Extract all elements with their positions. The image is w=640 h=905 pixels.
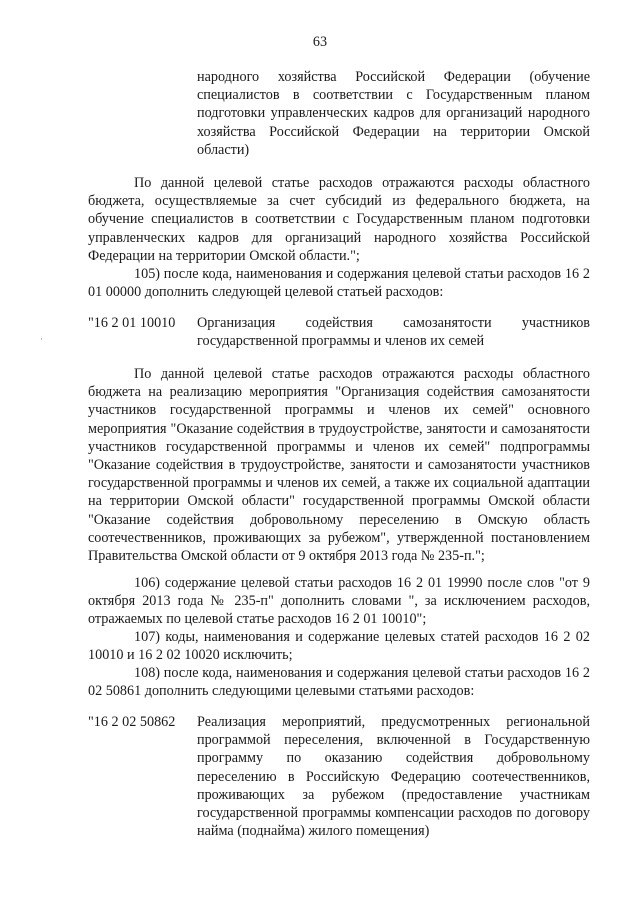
paragraph-continuation: народного хозяйства Российской Федерации (обучение специалистов в соответствии с Государственным планом подготовки управленческих кадров для организаций народного хозяйства Российской Федерации на территории Омской области) bbox=[197, 69, 590, 158]
budget-article-title-resettlement: Реализация мероприятий, предусмотренных региональной программой переселения, включенной в Государственную программу по оказанию содействия добровольному переселению в Российскую Федерацию соотечественников, проживающих за рубежом (предоставление участникам государственной программы компенсации расходов по договору найма (поднайма) жилого помещения) bbox=[197, 714, 590, 840]
paragraph-item-107: 107) коды, наименования и содержание целевых статей расходов 16 2 02 10010 и 16 2 02 10020 исключить; bbox=[88, 629, 590, 664]
page-number: 63 bbox=[312, 34, 328, 50]
budget-article-title-self-employment: Организация содействия самозанятости участников государственной программы и членов их семей bbox=[197, 315, 590, 350]
paragraph-item-106: 106) содержание целевой статьи расходов 16 2 01 19990 после слов "от 9 октября 2013 года № 235-п" дополнить словами ", за исключением расходов, отражаемых по целевой статье расходов 16 2 01 10010"; bbox=[88, 575, 590, 628]
paragraph-subsidy-description: По данной целевой статье расходов отражаются расходы областного бюджета, осуществляемые за счет субсидий из федерального бюджета, на обучение специалистов в соответствии с Государственным планом подготовки управленческих кадров для организаций народного хозяйства Российской Федерации на территории Омской области."; bbox=[88, 175, 590, 264]
budget-code-16-2-01-10010: "16 2 01 10010 bbox=[88, 315, 176, 331]
budget-code-16-2-02-50862: "16 2 02 50862 bbox=[88, 714, 176, 730]
paragraph-item-105: 105) после кода, наименования и содержания целевой статьи расходов 16 2 01 00000 дополнить следующей целевой статьей расходов: bbox=[88, 266, 590, 301]
paragraph-self-employment-description: По данной целевой статье расходов отражаются расходы областного бюджета на реализацию мероприятия "Организация содействия самозанятости участников государственной программы и членов их семей" основного мероприятия "Оказание содействия в трудоустройстве, занятости и самозанятости участников государственной программы и членов их семей" подпрограммы "Оказание содействия в трудоустройстве, занятости и самозанятости участников государственной программы и членов их семей, а также их социальной адаптации на территории Омской области" государственной программы Омской области "Оказание содействия добровольному переселению в Омскую область соотечественников, проживающих за рубежом", утвержденной постановлением Правительства Омской области от 9 октября 2013 года № 235-п."; bbox=[88, 366, 590, 565]
scan-mark: · bbox=[40, 334, 43, 344]
paragraph-item-108: 108) после кода, наименования и содержания целевой статьи расходов 16 2 02 50861 дополнить следующими целевыми статьями расходов: bbox=[88, 665, 590, 700]
